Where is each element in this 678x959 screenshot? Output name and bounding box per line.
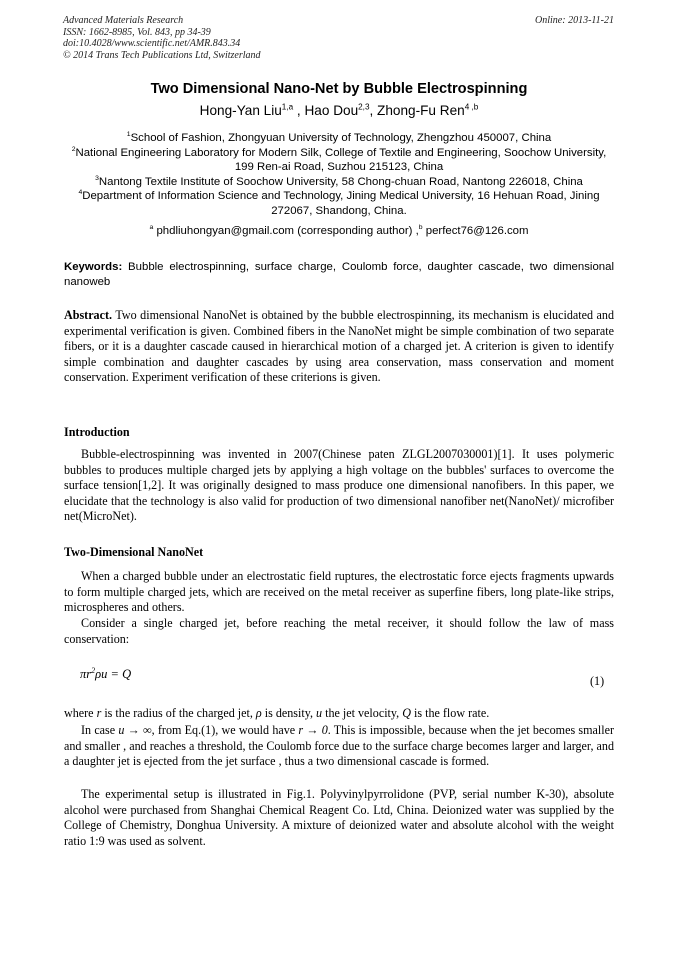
equation-left: πr bbox=[80, 667, 92, 681]
introduction-paragraph: Bubble-electrospinning was invented in 2007(Chinese paten ZLGL2007030001)[1]. It uses polymeric bubbles to produces multiple charged jets by applying a high voltage on the bubbles' surfaces to overcome the surface tension[1,2]. It was originally designed to mass produce one dimensional nanofibers. In this paper, we elucidate that the technology is also valid for production of two dimensional nanofiber net(NanoNet)/ microfiber net(MicroNet). bbox=[64, 447, 614, 524]
affiliation bbox=[64, 146, 614, 175]
text-run: . This is impossible, because when the jet becomes smaller and smaller , and reaches a threshold, the Coulomb force due to the surface charge becomes larger and larger, and a daughter jet is ejected from the jet surface , thus a two dimensional cascade is formed. bbox=[64, 723, 614, 769]
affiliation bbox=[64, 175, 614, 190]
affiliation-text: Department of Information Science and Technology, Jining Medical University, 16 Hehuan Road, Jining 272067, Shandong, China. bbox=[82, 190, 600, 217]
abstract-label: Abstract. bbox=[64, 308, 113, 322]
text-run: is the radius of the charged jet, bbox=[101, 706, 256, 720]
author-superscript: 1,a bbox=[281, 102, 294, 112]
author-list: Hong-Yan Liu$^{1,a}$ , Hao Dou$^{2,3}$, Zhong-Fu Ren$^{4 ,b}$ bbox=[199, 102, 479, 118]
nanonet-paragraph-1: When a charged bubble under an electrostatic field ruptures, the electrostatic force ejects fragments upwards to form multiple charged jets, which are received on the metal receiver as superfine fibers, long plate-like strips, microspheres and others. bbox=[64, 569, 614, 615]
keywords-text: Bubble electrospinning, surface charge, Coulomb force, daughter cascade, two dimensional nanoweb bbox=[64, 261, 614, 288]
email-superscript: a bbox=[149, 224, 154, 232]
section-heading-introduction: Introduction bbox=[64, 425, 130, 439]
affiliation-number: 4 bbox=[78, 189, 83, 197]
math-variable: r bbox=[96, 706, 102, 720]
author-name: Hao Dou bbox=[304, 103, 359, 118]
text-run: In case bbox=[81, 723, 119, 737]
keywords-label: Keywords: bbox=[64, 261, 123, 273]
affiliation-text: Nantong Textile Institute of Soochow University, 58 Chong-chuan Road, Nantong 226018, China bbox=[98, 175, 583, 188]
math-expression: r → 0 bbox=[298, 723, 328, 737]
copyright-line: © 2014 Trans Tech Publications Ltd, Switzerland bbox=[63, 49, 261, 61]
abstract-text: Two dimensional NanoNet is obtained by the bubble electrospinning, its mechanism is elucidated and experimental verification is given. Combined fibers in the NanoNet might be simple combination of two separate fibers, or it is a daughter cascade caused in hierarchical motion of a charged jet. A criterion is given to identify simple combination and daughter cascades by using area conservation, mass conservation and moment conservation. Experiment verification of these criterions is given. bbox=[64, 308, 615, 385]
section-heading-nanonet: Two-Dimensional NanoNet bbox=[64, 545, 204, 559]
affiliation-number: 1 bbox=[126, 131, 131, 139]
text-run: is density, bbox=[261, 706, 317, 720]
affiliation-list bbox=[64, 131, 614, 219]
author-superscript: 4 ,b bbox=[464, 102, 479, 112]
equation-number: (1) bbox=[590, 674, 605, 688]
text-run: is the flow rate. bbox=[410, 706, 490, 720]
math-variable: Q bbox=[402, 706, 411, 720]
abstract-block bbox=[64, 308, 614, 386]
email-superscript: b bbox=[418, 224, 423, 232]
doi-line: doi:10.4028/www.scientific.net/AMR.843.34 bbox=[63, 38, 241, 49]
math-variable: u bbox=[316, 706, 323, 720]
affiliation-text: School of Fashion, Zhongyuan University of Technology, Zhengzhou 450007, China bbox=[130, 132, 552, 144]
equation-mass-conservation bbox=[80, 667, 131, 682]
keywords-block bbox=[64, 260, 614, 289]
experiment-paragraph: The experimental setup is illustrated in Fig.1. Polyvinylpyrrolidone (PVP, serial number K-30), absolute alcohol were purchased from Shanghai Chemical Reagent Co. Ltd, China. Deionized water was supplied by the College of Chemistry, Donghua University. A mixture of deionized water and absolute alcohol with the weight ratio 1:9 was used as solvent. bbox=[64, 787, 614, 848]
running-header-left bbox=[63, 15, 261, 61]
text-run: where bbox=[64, 706, 97, 720]
equation-right: ρu = Q bbox=[95, 667, 132, 681]
math-expression: u → ∞ bbox=[118, 723, 152, 737]
paper-title: Two Dimensional Nano-Net by Bubble Electrospinning bbox=[150, 81, 528, 97]
affiliation bbox=[64, 189, 614, 218]
journal-name: Advanced Materials Research bbox=[63, 15, 184, 26]
math-variable: ρ bbox=[255, 706, 262, 720]
where-paragraph bbox=[64, 706, 614, 722]
online-date: Online: 2013-11-21 bbox=[535, 15, 614, 26]
email-address: perfect76@126.com bbox=[425, 225, 529, 237]
text-run: , from Eq.(1), we would have bbox=[151, 723, 299, 737]
incase-paragraph bbox=[64, 723, 614, 770]
author-name: Zhong-Fu Ren bbox=[377, 103, 465, 118]
email-line bbox=[0, 225, 678, 237]
affiliation-number: 2 bbox=[71, 145, 76, 153]
issn-line: ISSN: 1662-8985, Vol. 843, pp 34-39 bbox=[63, 26, 211, 38]
nanonet-paragraph-2: Consider a single charged jet, before reaching the metal receiver, it should follow the law of mass conservation: bbox=[64, 616, 614, 646]
email-address: phdliuhongyan@gmail.com (corresponding author) , bbox=[156, 225, 419, 237]
author-superscript: 2,3 bbox=[358, 102, 370, 112]
author-name: Hong-Yan Liu bbox=[199, 103, 282, 118]
text-run: the jet velocity, bbox=[322, 706, 403, 720]
affiliation-text: National Engineering Laboratory for Modern Silk, College of Textile and Engineering, Soochow University, 199 Ren-ai Road, Suzhou 215123, China bbox=[75, 146, 607, 174]
affiliation-number: 3 bbox=[95, 174, 99, 182]
affiliation bbox=[64, 131, 614, 146]
equation-exponent: 2 bbox=[91, 665, 96, 675]
